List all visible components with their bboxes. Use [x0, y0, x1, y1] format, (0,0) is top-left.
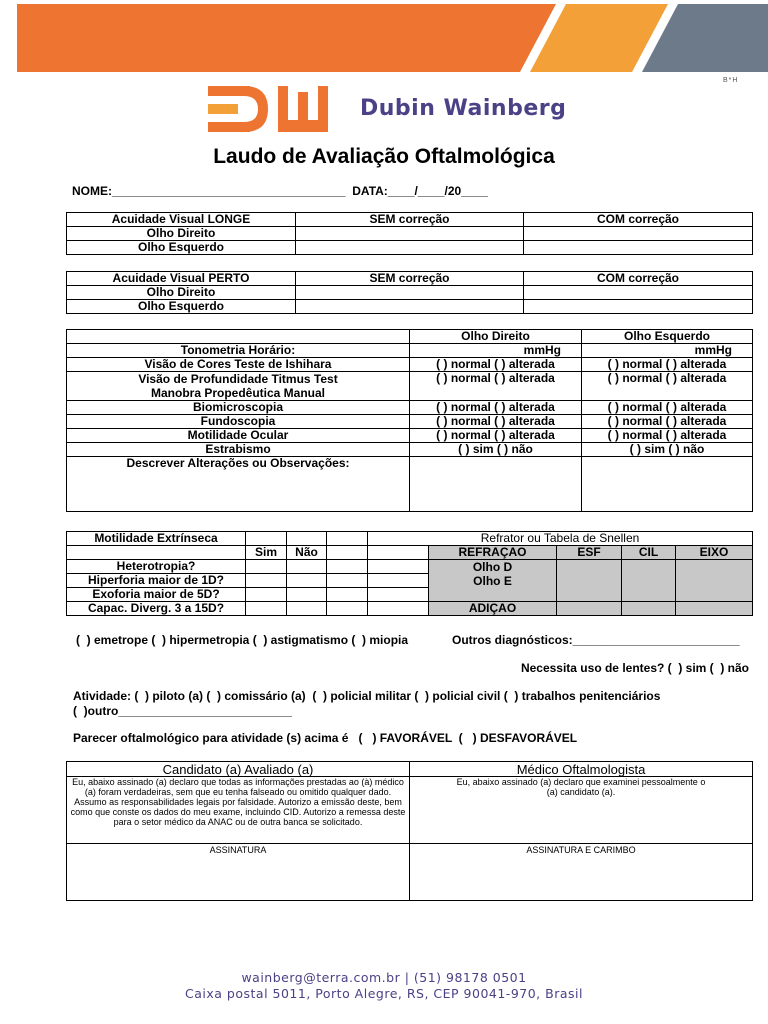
- capac-diverg-sim[interactable]: [246, 602, 287, 616]
- va-perto-label: Acuidade Visual PERTO: [67, 272, 296, 286]
- exoforia-c3: [327, 588, 368, 602]
- necessita-lentes[interactable]: Necessita uso de lentes? ( ) sim ( ) não: [520, 661, 749, 675]
- motilidade-od-options[interactable]: ( ) normal ( ) alterada: [410, 429, 582, 443]
- parecer-line[interactable]: Parecer oftalmológico para atividade (s) acima é ( ) FAVORÁVEL ( ) DESFAVORÁVEL: [73, 731, 578, 745]
- adicao-cil[interactable]: [622, 602, 676, 616]
- col-nao: Não: [287, 546, 327, 560]
- atividade-options[interactable]: Atividade: ( ) piloto (a) ( ) comissário (a) ( ) policial militar ( ) policial civil ( ) trabalhos penitenciários: [73, 689, 661, 703]
- va-longe-oe-com-cell[interactable]: [524, 241, 753, 255]
- capac-diverg-label: Capac. Diverg. 3 a 15D?: [67, 602, 246, 616]
- exoforia-sim[interactable]: [246, 588, 287, 602]
- exoforia-nao[interactable]: [287, 588, 327, 602]
- refrator-title: Refrator ou Tabela de Snellen: [368, 532, 753, 546]
- header-banner: [0, 0, 768, 72]
- heterotropia-label: Heterotropia?: [67, 560, 246, 574]
- va-perto-oe: Olho Esquerdo: [67, 300, 296, 314]
- adicao-eixo[interactable]: [676, 602, 753, 616]
- titmus-label-line1: Visão de Profundidade Titmus Test: [138, 372, 338, 386]
- name-date-line[interactable]: NOME:___________________________________ DATA:____/____/20____: [72, 184, 488, 198]
- mot-h-c2: [287, 532, 327, 546]
- medico-assinatura[interactable]: ASSINATURA E CARIMBO: [410, 844, 753, 901]
- va-longe-oe: Olho Esquerdo: [67, 241, 296, 255]
- va-longe-od-com-cell[interactable]: [524, 227, 753, 241]
- mot-h-c1: [246, 532, 287, 546]
- acuidade-perto-table: [66, 271, 753, 314]
- cil-cell[interactable]: [622, 560, 676, 602]
- hiperforia-sim[interactable]: [246, 574, 287, 588]
- col-esf: ESF: [557, 546, 622, 560]
- va-longe-com: COM correção: [524, 213, 753, 227]
- page-title: Laudo de Avaliação Oftalmológica: [213, 145, 555, 168]
- eixo-cell[interactable]: [676, 560, 753, 602]
- biomicroscopia-label: Biomicroscopia: [67, 401, 410, 415]
- tonometria-oe[interactable]: mmHg: [582, 344, 753, 358]
- exams-table: [66, 329, 753, 512]
- heterotropia-nao[interactable]: [287, 560, 327, 574]
- refrator-olhos: [429, 560, 557, 602]
- esf-cell[interactable]: [557, 560, 622, 602]
- acuidade-longe-table: [66, 212, 753, 255]
- exoforia-c4: [368, 588, 429, 602]
- va-longe-od: Olho Direito: [67, 227, 296, 241]
- refrator-olho-e: Olho E: [473, 574, 512, 588]
- va-perto-od-sem-cell[interactable]: [296, 286, 524, 300]
- estrabismo-od-options[interactable]: ( ) sim ( ) não: [410, 443, 582, 457]
- refrator-adicao: ADIÇAO: [429, 602, 557, 616]
- observacoes-od-cell[interactable]: [410, 457, 582, 512]
- motilidade-refrator-table: [66, 531, 753, 616]
- hiperforia-nao[interactable]: [287, 574, 327, 588]
- biomicroscopia-oe-options[interactable]: ( ) normal ( ) alterada: [582, 401, 753, 415]
- heterotropia-sim[interactable]: [246, 560, 287, 574]
- ishihara-label: Visão de Cores Teste de Ishihara: [67, 358, 410, 372]
- titmus-oe-options[interactable]: ( ) normal ( ) alterada: [582, 372, 753, 401]
- col-sim: Sim: [246, 546, 287, 560]
- col-olho-esquerdo: Olho Esquerdo: [582, 330, 753, 344]
- fundoscopia-od-options[interactable]: ( ) normal ( ) alterada: [410, 415, 582, 429]
- col-cil: CIL: [622, 546, 676, 560]
- va-longe-od-sem-cell[interactable]: [296, 227, 524, 241]
- capac-diverg-c3: [327, 602, 368, 616]
- fundoscopia-oe-options[interactable]: ( ) normal ( ) alterada: [582, 415, 753, 429]
- heterotropia-c4: [368, 560, 429, 574]
- motilidade-label: Motilidade Ocular: [67, 429, 410, 443]
- ishihara-od-options[interactable]: ( ) normal ( ) alterada: [410, 358, 582, 372]
- va-perto-com: COM correção: [524, 272, 753, 286]
- mot-h-c3: [327, 532, 368, 546]
- motilidade-oe-options[interactable]: ( ) normal ( ) alterada: [582, 429, 753, 443]
- exams-blank-header: [67, 330, 410, 344]
- footer-contact: wainberg@terra.com.br | (51) 98178 0501: [241, 970, 527, 985]
- ishihara-oe-options[interactable]: ( ) normal ( ) alterada: [582, 358, 753, 372]
- medico-header: Médico Oftalmologista: [410, 762, 753, 777]
- estrabismo-label: Estrabismo: [67, 443, 410, 457]
- titmus-od-options[interactable]: ( ) normal ( ) alterada: [410, 372, 582, 401]
- observacoes-label: Descrever Alterações ou Observações:: [67, 457, 410, 512]
- capac-diverg-nao[interactable]: [287, 602, 327, 616]
- diagnostico-options[interactable]: ( ) emetrope ( ) hipermetropia ( ) astigmatismo ( ) miopia: [76, 633, 409, 647]
- corner-mark: B*H: [723, 77, 739, 84]
- biomicroscopia-od-options[interactable]: ( ) normal ( ) alterada: [410, 401, 582, 415]
- col-eixo: EIXO: [676, 546, 753, 560]
- motilidade-ext-title: Motilidade Extrínseca: [67, 532, 246, 546]
- mot-h2-blank: [67, 546, 246, 560]
- outros-diagnosticos[interactable]: Outros diagnósticos:_________________________: [452, 633, 740, 647]
- tonometria-od[interactable]: mmHg: [410, 344, 582, 358]
- va-longe-sem: SEM correção: [296, 213, 524, 227]
- candidato-header: Candidato (a) Avaliado (a): [67, 762, 410, 777]
- titmus-label: [67, 372, 410, 401]
- va-perto-od: Olho Direito: [67, 286, 296, 300]
- va-perto-sem: SEM correção: [296, 272, 524, 286]
- exoforia-label: Exoforia maior de 5D?: [67, 588, 246, 602]
- dw-logo: [208, 86, 348, 132]
- refrator-olho-d: Olho D: [472, 560, 513, 574]
- heterotropia-c3: [327, 560, 368, 574]
- tonometria-label: Tonometria Horário:: [67, 344, 410, 358]
- adicao-esf[interactable]: [557, 602, 622, 616]
- medico-declaracao: Eu, abaixo assinado (a) declaro que examinei pessoalmente o (a) candidato (a).: [410, 777, 753, 844]
- brand-name: Dubin Wainberg: [360, 96, 567, 121]
- atividade-outro[interactable]: ( )outro__________________________: [73, 704, 292, 718]
- estrabismo-oe-options[interactable]: ( ) sim ( ) não: [582, 443, 753, 457]
- hiperforia-label: Hiperforia maior de 1D?: [67, 574, 246, 588]
- candidato-assinatura[interactable]: ASSINATURA: [67, 844, 410, 901]
- va-longe-label: Acuidade Visual LONGE: [67, 213, 296, 227]
- assinaturas-table: [66, 761, 753, 901]
- capac-diverg-c4: [368, 602, 429, 616]
- va-perto-oe-com-cell[interactable]: [524, 300, 753, 314]
- fundoscopia-label: Fundoscopia: [67, 415, 410, 429]
- titmus-label-line2: Manobra Propedêutica Manual: [150, 386, 326, 400]
- va-perto-od-com-cell[interactable]: [524, 286, 753, 300]
- hiperforia-c3: [327, 574, 368, 588]
- observacoes-oe-cell[interactable]: [582, 457, 753, 512]
- candidato-declaracao: Eu, abaixo assinado (a) declaro que todas as informações prestadas ao (à) médico (a) foram verdadeiras, sem que eu tenha falseado ou omitido qualquer dado. Assumo as responsabilidades legais por falsidade. Autorizo a emissão deste, bem como que conste os dados do meu exame, incluindo CID. Autorizo a remessa deste para o setor médico da ANAC ou de outra banca se solicitado.: [67, 777, 410, 844]
- va-longe-oe-sem-cell[interactable]: [296, 241, 524, 255]
- mot-h2-c3: [327, 546, 368, 560]
- va-perto-oe-sem-cell[interactable]: [296, 300, 524, 314]
- col-refracao: REFRAÇAO: [429, 546, 557, 560]
- hiperforia-c4: [368, 574, 429, 588]
- col-olho-direito: Olho Direito: [410, 330, 582, 344]
- mot-h2-c4: [368, 546, 429, 560]
- footer-address: Caixa postal 5011, Porto Alegre, RS, CEP 90041-970, Brasil: [185, 986, 583, 1001]
